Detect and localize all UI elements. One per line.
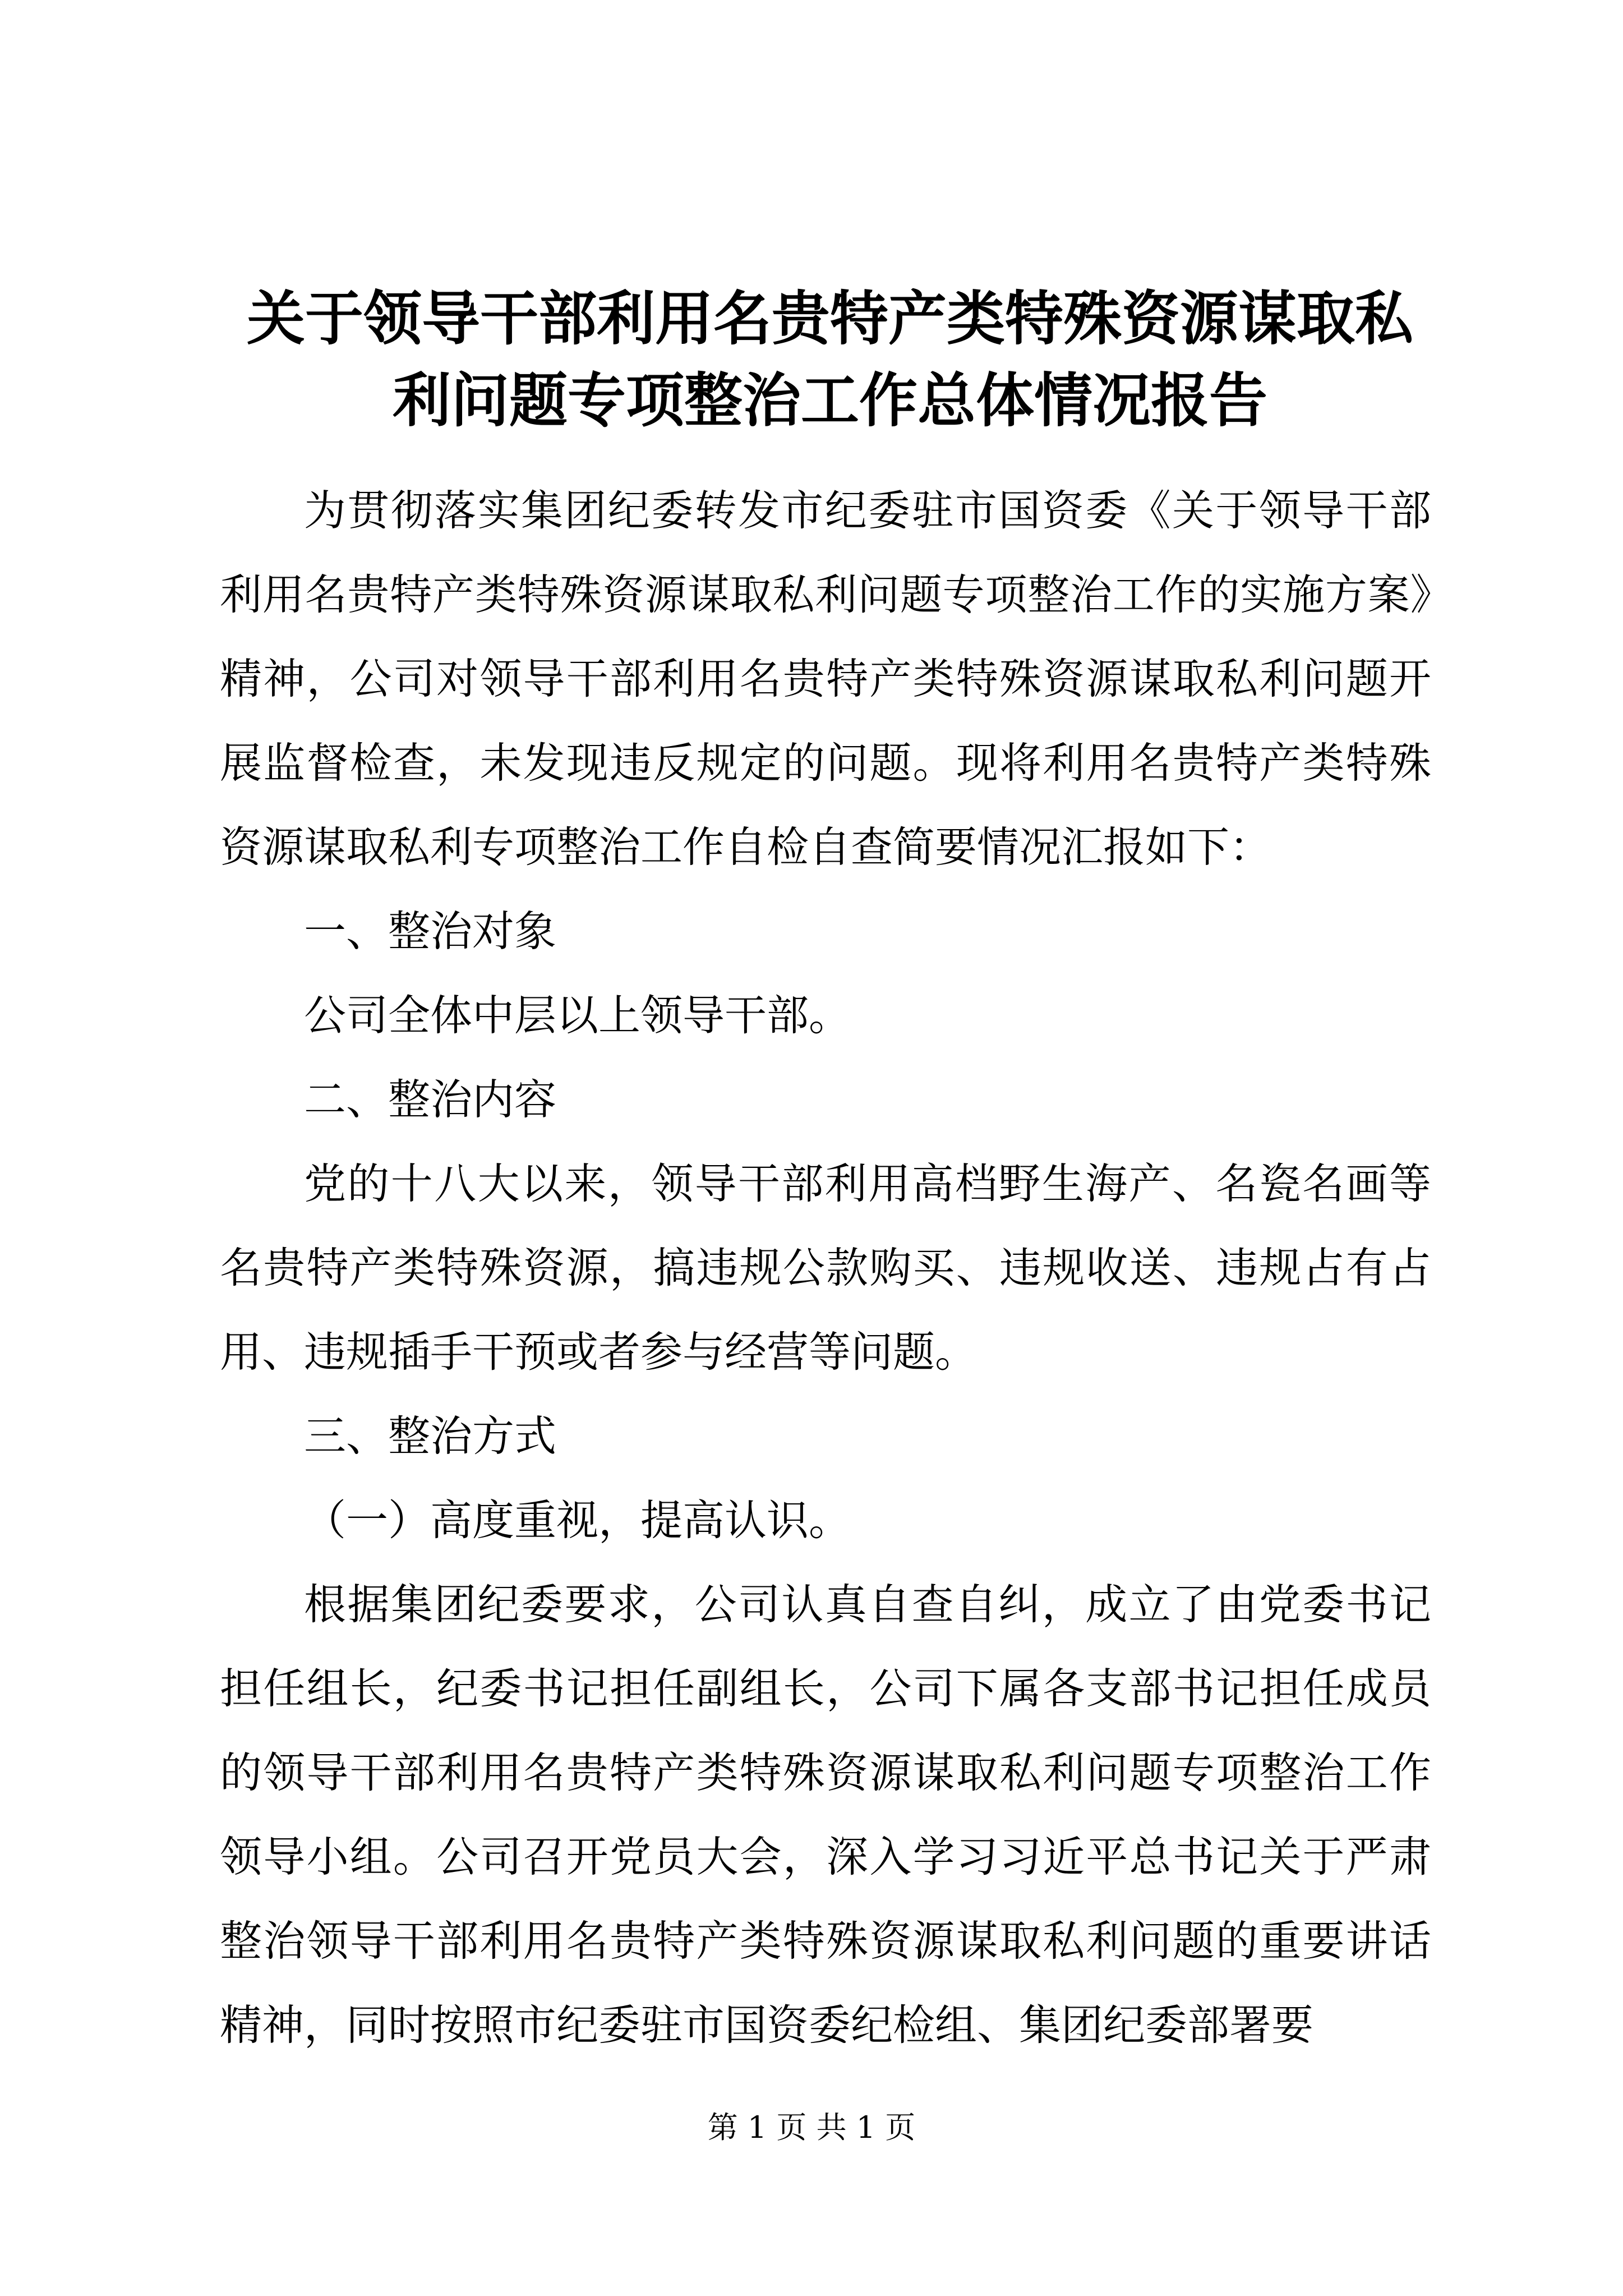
section-heading-3: 三、整治方式 [304, 1411, 557, 1461]
paragraph-intro: 为贯彻落实集团纪委转发市纪委驻市国资委《关于领导干部利用名贵特产类特殊资源谋取私利问题专项整治工作的实施方案》精神，公司对领导干部利用名贵特产类特殊资源谋取私利问题开展监督检查，未发现违反规定的问题。现将利用名贵特产类特殊资源谋取私利专项整治工作自检自查简要情况汇报如下： [220, 486, 1431, 872]
subsection-heading-1: （一）高度重视，提高认识。 [304, 1496, 851, 1545]
page-footer: 第 1 页 共 1 页 [707, 2110, 916, 2145]
title-line-1: 关于领导干部利用名贵特产类特殊资源谋取私 [246, 284, 1413, 353]
title-line-2: 利问题专项整治工作总体情况报告 [392, 366, 1267, 435]
document-body [220, 468, 1431, 2067]
paragraph-section-1: 公司全体中层以上领导干部。 [304, 991, 851, 1040]
section-heading-1: 一、整治对象 [304, 907, 557, 956]
section-heading-2: 二、整治内容 [304, 1075, 557, 1124]
paragraph-section-2: 党的十八大以来，领导干部利用高档野生海产、名瓷名画等名贵特产类特殊资源，搞违规公款购买、违规收送、违规占有占用、违规插手干预或者参与经营等问题。 [220, 1159, 1431, 1377]
document-title [202, 278, 1458, 441]
paragraph-subsection-1: 根据集团纪委要求，公司认真自查自纠，成立了由党委书记担任组长，纪委书记担任副组长，公司下属各支部书记担任成员的领导干部利用名贵特产类特殊资源谋取私利问题专项整治工作领导小组。公司召开党员大会，深入学习习近平总书记关于严肃整治领导干部利用名贵特产类特殊资源谋取私利问题的重要讲话精神，同时按照市纪委驻市国资委纪检组、集团纪委部署要 [220, 1580, 1431, 2050]
